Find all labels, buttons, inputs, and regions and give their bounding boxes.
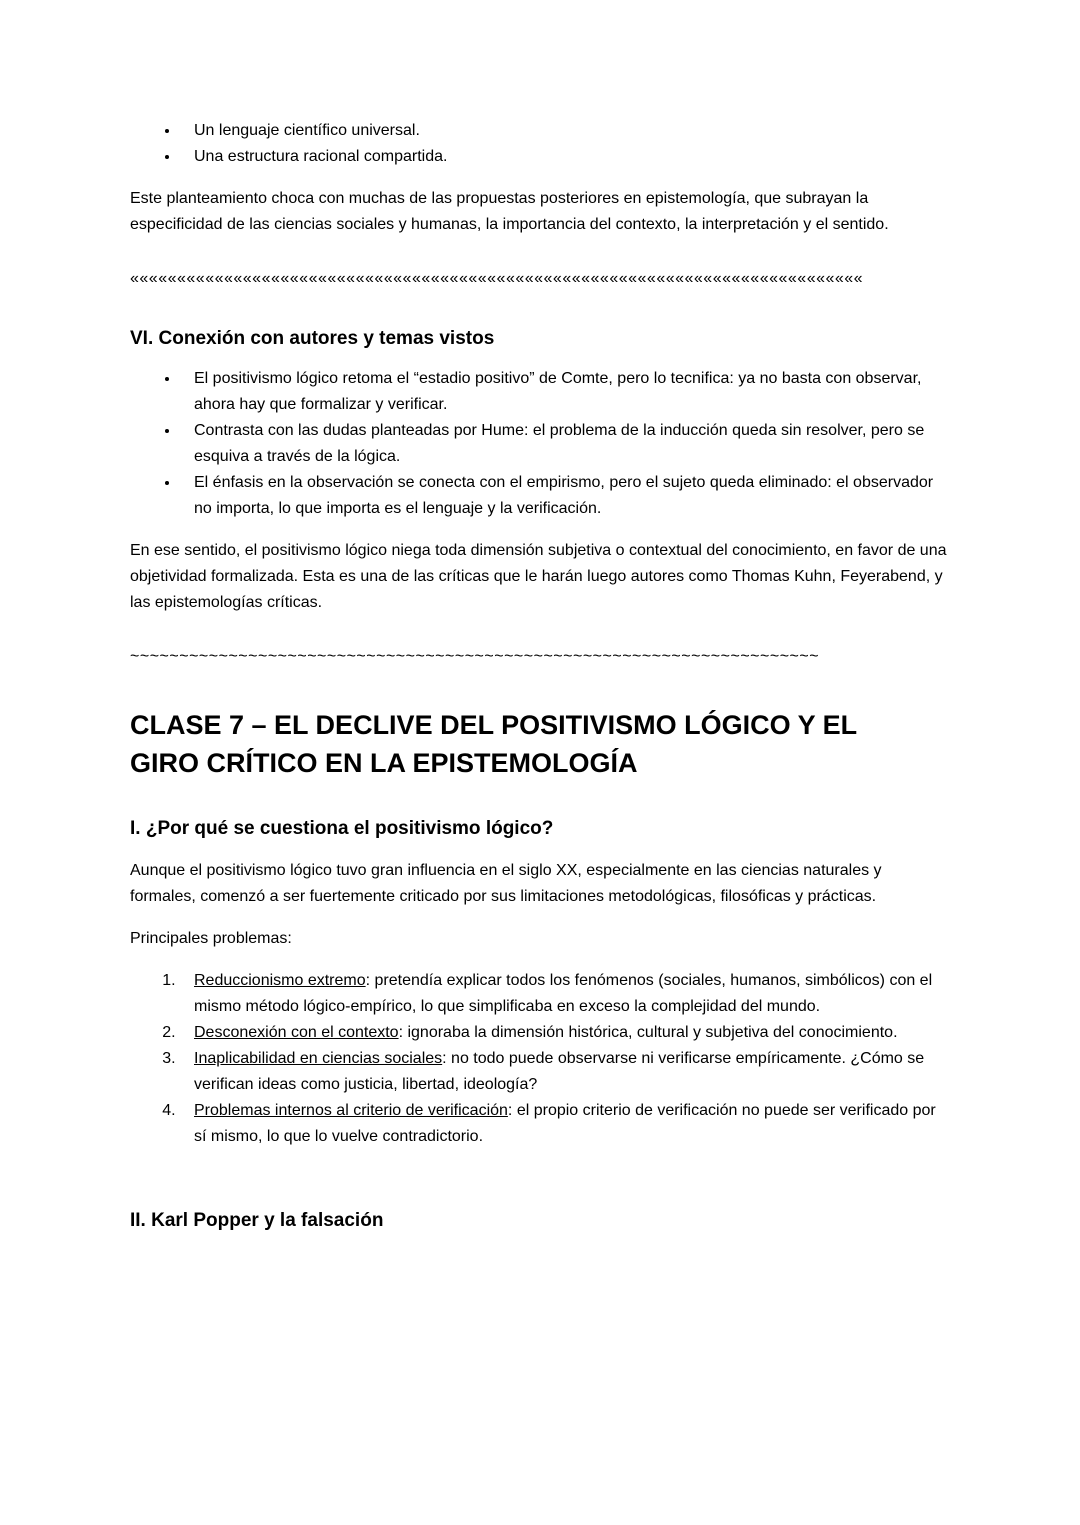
- list-item: [180, 144, 950, 170]
- problem-term: Desconexión con el contexto: [194, 1024, 399, 1041]
- list-item: [180, 968, 950, 1020]
- problems-numbered-list: [130, 968, 950, 1150]
- tilde-divider: ~~~~~~~~~~~~~~~~~~~~~~~~~~~~~~~~~~~~~~~~~~~~~~~~~~~~~~~~~~~~~~~~~~~~~~: [130, 648, 820, 665]
- problem-text: : no todo puede observarse ni verificarse empíricamente. ¿Cómo se verifican ideas como justicia, libertad, ideología?: [194, 1050, 925, 1093]
- list-item: [180, 1046, 950, 1098]
- problem-term: Reduccionismo extremo: [194, 972, 366, 989]
- paragraph: Aunque el positivismo lógico tuvo gran influencia en el siglo XX, especialmente en las ciencias naturales y formales, comenzó a ser fuertemente criticado por sus limitaciones metodológicas, filosóficas y prácticas.: [130, 862, 882, 905]
- problem-text: : pretendía explicar todos los fenómenos (sociales, humanos, simbólicos) con el mismo método lógico-empírico, lo que simplificaba en exceso la complejidad del mundo.: [194, 972, 933, 1015]
- list-item: [180, 418, 950, 470]
- paragraph: En ese sentido, el positivismo lógico niega toda dimensión subjetiva o contextual del conocimiento, en favor de una objetividad formalizada. Esta es una de las críticas que le harán luego autores como Thomas Kuhn, Feyerabend, y las epistemologías críticas.: [130, 542, 947, 611]
- list-item: [180, 470, 950, 522]
- page-title: CLASE 7 – EL DECLIVE DEL POSITIVISMO LÓGICO Y EL GIRO CRÍTICO EN LA EPISTEMOLOGÍA: [130, 710, 857, 778]
- section-heading-i: I. ¿Por qué se cuestiona el positivismo lógico?: [130, 818, 554, 839]
- section-heading-vi: VI. Conexión con autores y temas vistos: [130, 328, 495, 349]
- problem-term: Inaplicabilidad en ciencias sociales: [194, 1050, 443, 1067]
- intro-bullet-list: [130, 118, 950, 170]
- section-vi-bullet-list: [130, 366, 950, 522]
- problem-text: : el propio criterio de verificación no puede ser verificado por sí mismo, lo que lo vuelve contradictorio.: [194, 1102, 936, 1145]
- list-item: [180, 366, 950, 418]
- bullet-text: El énfasis en la observación se conecta con el empirismo, pero el sujeto queda eliminado: el observador no importa, lo que importa es el lenguaje y la verificación.: [194, 474, 934, 517]
- list-item: [180, 118, 950, 144]
- list-intro: Principales problemas:: [130, 930, 292, 947]
- problem-text: : ignoraba la dimensión histórica, cultural y subjetiva del conocimiento.: [398, 1024, 898, 1041]
- bullet-text: Un lenguaje científico universal.: [194, 122, 420, 139]
- problem-term: Problemas internos al criterio de verificación: [194, 1102, 508, 1119]
- bullet-text: El positivismo lógico retoma el “estadio positivo” de Comte, pero lo tecnifica: ya no basta con observar, ahora hay que formalizar y verificar.: [194, 370, 922, 413]
- list-item: [180, 1098, 950, 1150]
- section-heading-ii: II. Karl Popper y la falsación: [130, 1210, 384, 1231]
- bullet-text: Contrasta con las dudas planteadas por Hume: el problema de la inducción queda sin resolver, pero se esquiva a través de la lógica.: [194, 422, 925, 465]
- bullet-text: Una estructura racional compartida.: [194, 148, 448, 165]
- list-item: [180, 1020, 950, 1046]
- paragraph: Este planteamiento choca con muchas de las propuestas posteriores en epistemología, que subrayan la especificidad de las ciencias sociales y humanas, la importancia del contexto, la interpretación y el sentido.: [130, 190, 889, 233]
- guillemet-divider: ««««««««««««««««««««««««««««««««««««««««««««««««««««««««««««««««««««««««««««««: [130, 270, 864, 287]
